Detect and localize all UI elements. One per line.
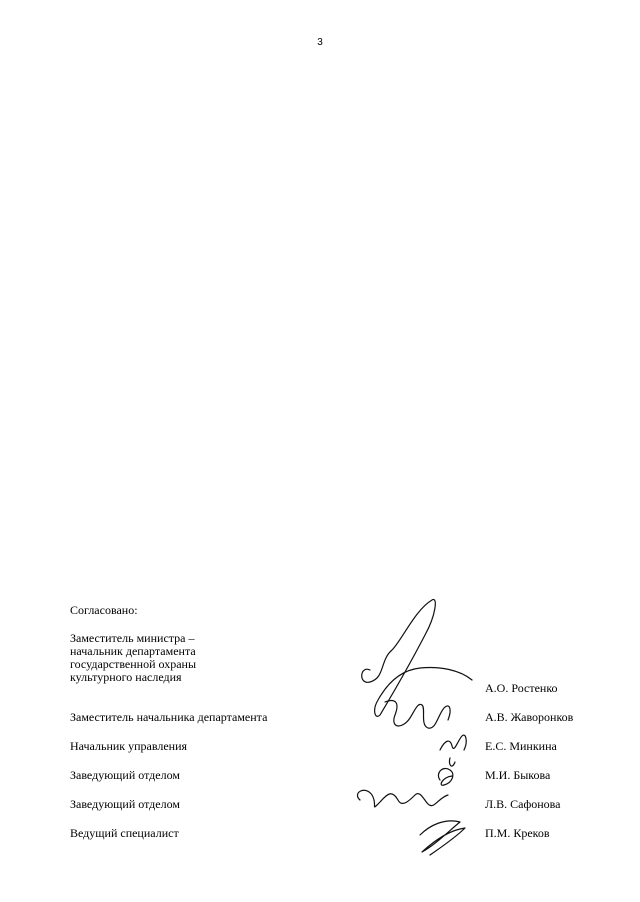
signatory-name: Е.С. Минкина xyxy=(485,739,557,753)
position-title: Заведующий отделом xyxy=(70,797,180,811)
signature-rostenko xyxy=(362,599,472,716)
position-line: Заместитель министра – xyxy=(70,631,195,645)
signature-minkina xyxy=(440,735,466,766)
signatory-name: Л.В. Сафонова xyxy=(485,797,561,811)
signatory-name: А.В. Жаворонков xyxy=(485,710,574,724)
signature-krekov xyxy=(420,821,465,855)
signatory-name: М.И. Быкова xyxy=(485,768,551,782)
position-line: культурного наследия xyxy=(70,670,182,684)
signature-zhavoronkov xyxy=(385,701,450,729)
position-title: Начальник управления xyxy=(70,739,188,753)
position-title: Заведующий отделом xyxy=(70,768,180,782)
position-line: начальник департамента xyxy=(70,644,196,658)
position-line: государственной охраны xyxy=(70,657,197,671)
signature-safonova xyxy=(357,790,448,807)
page-number: 3 xyxy=(317,37,323,48)
position-title: Ведущий специалист xyxy=(70,826,179,840)
approval-heading: Согласовано: xyxy=(70,603,138,617)
position-title: Заместитель начальника департамента xyxy=(70,710,268,724)
signatures-image xyxy=(340,590,490,865)
signatory-name: А.О. Ростенко xyxy=(485,681,558,695)
approval-block xyxy=(70,603,574,840)
position-title xyxy=(70,632,370,684)
signatory-name: П.М. Креков xyxy=(485,826,550,840)
signature-bykova xyxy=(438,768,452,785)
